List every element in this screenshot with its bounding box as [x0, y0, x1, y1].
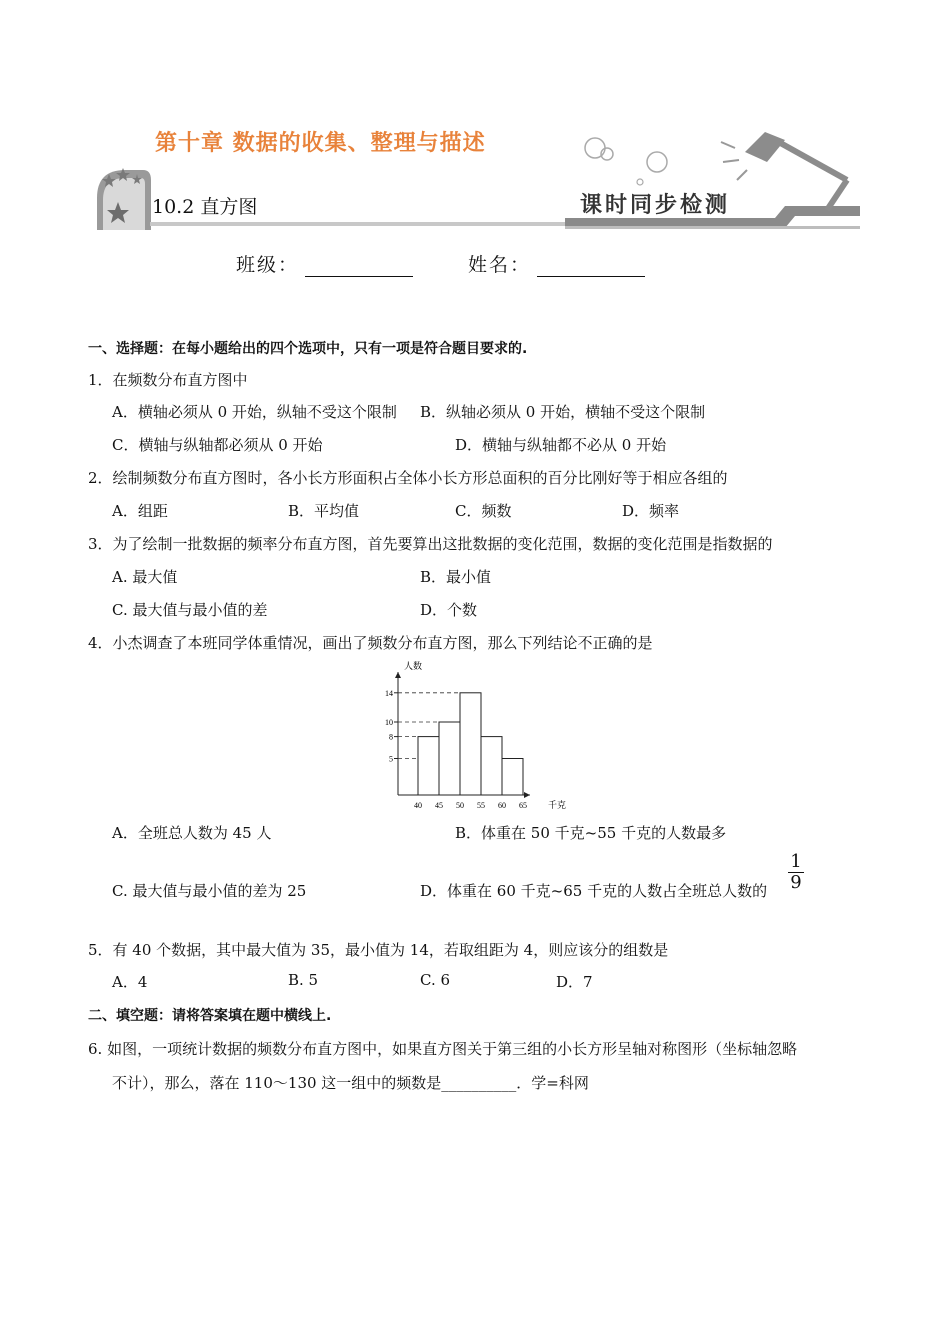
- q3-option-a: A. 最大值: [112, 568, 178, 586]
- q5-option-d: D．7: [556, 973, 593, 991]
- q4-stem: 4．小杰调查了本班同学体重情况，画出了频数分布直方图，那么下列结论不正确的是: [88, 634, 653, 652]
- y-tick-label: 8: [389, 732, 393, 742]
- q3-option-c: C. 最大值与最小值的差: [112, 601, 268, 619]
- q5-option-c: C. 6: [420, 971, 451, 989]
- q1-option-b: B．纵轴必须从 0 开始，横轴不受这个限制: [420, 403, 706, 421]
- histogram-bar: [439, 722, 460, 795]
- chapter-title: 第十章 数据的收集、整理与描述: [155, 131, 486, 156]
- q5-option-a: A．4: [112, 973, 148, 991]
- histogram-bar: [460, 693, 481, 795]
- desk-lamp-icon: [721, 132, 847, 210]
- q2-stem: 2．绘制频数分布直方图时，各小长方形面积占全体小长方形总面积的百分比刚好等于相应各组的: [88, 469, 728, 487]
- q1-stem: 1．在频数分布直方图中: [88, 371, 248, 389]
- q5-option-b: B. 5: [288, 971, 319, 989]
- histogram-chart: [370, 658, 580, 816]
- q4-option-b: B．体重在 50 千克~55 千克的人数最多: [455, 824, 727, 842]
- q1-option-c: C．横轴与纵轴都必须从 0 开始: [112, 436, 323, 454]
- x-tick-label: 55: [477, 801, 485, 810]
- x-tick-label: 40: [414, 801, 422, 810]
- q1-option-d: D．横轴与纵轴都不必从 0 开始: [455, 436, 667, 454]
- q4-option-a: A．全班总人数为 45 人: [112, 824, 272, 842]
- q2-option-a: A．组距: [112, 502, 168, 520]
- fraction-numerator: 1: [790, 851, 802, 872]
- x-tick-label: 65: [519, 801, 527, 810]
- class-blank: [305, 258, 413, 277]
- histogram-bar: [481, 737, 502, 795]
- slogan-text: 课时同步检测: [580, 192, 731, 218]
- q4-fraction: [788, 852, 804, 893]
- q5-stem: 5．有 40 个数据，其中最大值为 35，最小值为 14，若取组距为 4，则应该分的组数是: [88, 941, 669, 959]
- section-1-heading: 一、选择题：在每小题给出的四个选项中，只有一项是符合题目要求的.: [88, 341, 528, 357]
- q4-option-d: D．体重在 60 千克~65 千克的人数占全班总人数的: [420, 882, 768, 900]
- y-tick-label: 10: [385, 718, 393, 727]
- q6-line-1: 6. 如图，一项统计数据的频数分布直方图中，如果直方图关于第三组的小长方形呈轴对称图形（坐标轴忽略: [88, 1040, 798, 1058]
- histogram-bar: [502, 759, 523, 796]
- q2-option-d: D．频率: [622, 502, 680, 520]
- q2-option-c: C．频数: [455, 502, 512, 520]
- x-tick-label: 45: [435, 801, 443, 810]
- x-axis-label: 千克: [548, 800, 567, 810]
- y-axis-label: 人数: [404, 661, 423, 671]
- name-blank: [537, 258, 645, 277]
- q3-stem: 3．为了绘制一批数据的频率分布直方图，首先要算出这批数据的变化范围，数据的变化范围是指数据的: [88, 535, 773, 553]
- section-2-heading: 二、填空题：请将答案填在题中横线上.: [88, 1008, 332, 1024]
- name-field: [468, 250, 645, 277]
- q2-option-b: B．平均值: [288, 502, 360, 520]
- x-tick-label: 50: [456, 801, 464, 810]
- q4-option-c: C. 最大值与最小值的差为 25: [112, 882, 307, 900]
- fraction-denominator: 9: [788, 872, 804, 893]
- lesson-title: 10.2 直方图: [152, 196, 258, 218]
- star-badge-icon: [97, 168, 151, 230]
- name-label: 姓名：: [468, 254, 532, 276]
- histogram-bar: [418, 737, 439, 795]
- q6-line-2: 不计），那么，落在 110～130 这一组中的频数是__________．学=科网: [112, 1074, 589, 1092]
- q3-option-d: D．个数: [420, 601, 478, 619]
- y-tick-label: 14: [385, 688, 393, 698]
- class-field: [236, 250, 413, 277]
- q1-option-a: A．横轴必须从 0 开始，纵轴不受这个限制: [112, 403, 397, 421]
- class-label: 班级：: [236, 254, 300, 276]
- x-tick-label: 60: [498, 801, 506, 810]
- y-tick-label: 5: [389, 754, 393, 764]
- q3-option-b: B．最小值: [420, 568, 492, 586]
